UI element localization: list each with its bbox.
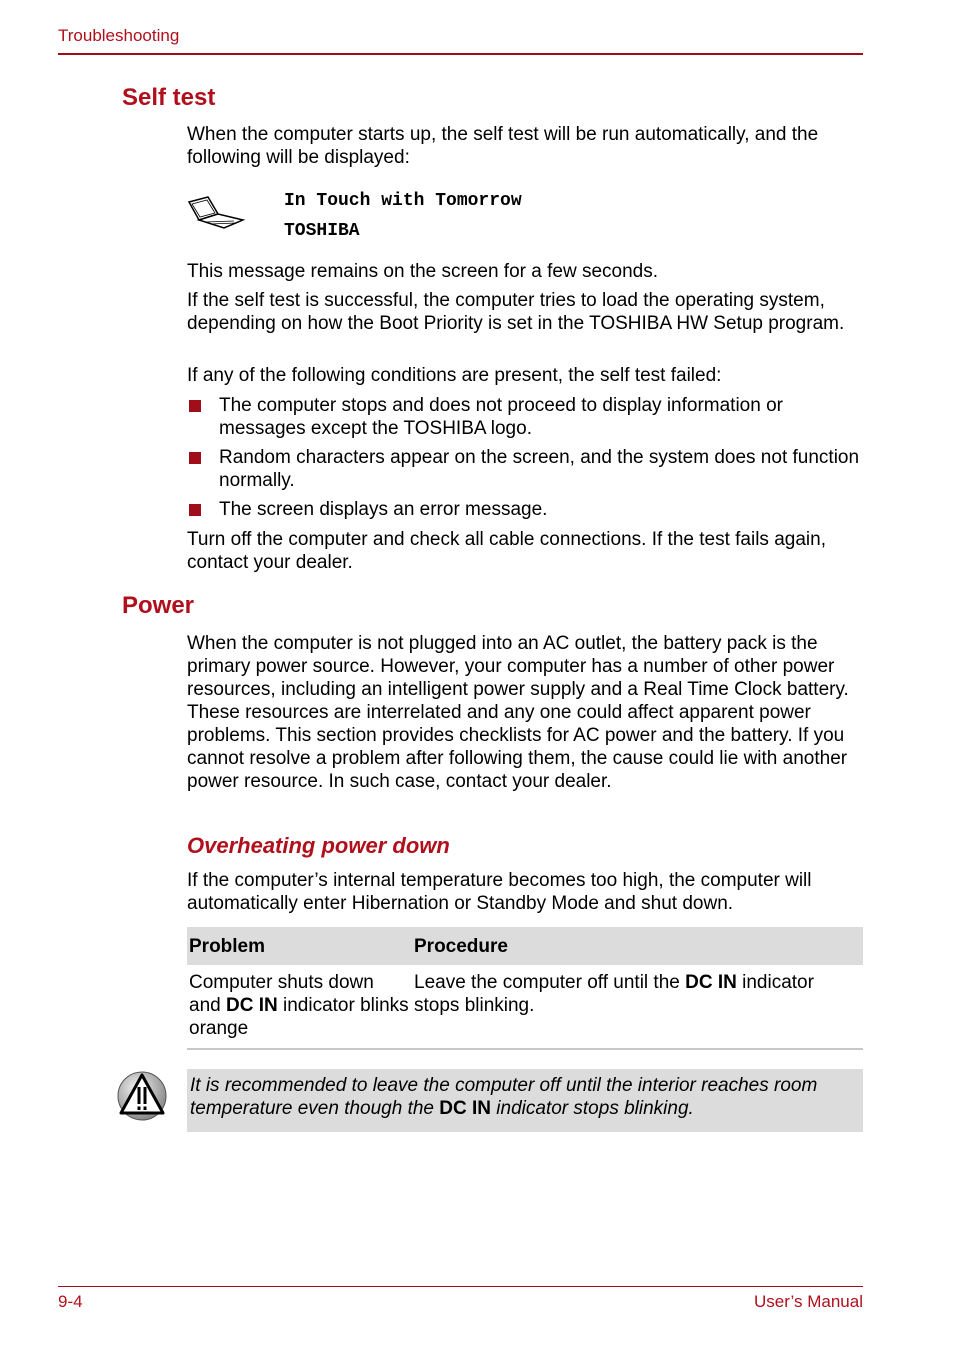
list-item: The screen displays an error message. [187, 498, 863, 521]
footer-rule [58, 1286, 863, 1287]
page-number: 9-4 [58, 1292, 83, 1311]
self-test-heading: Self test [122, 84, 216, 111]
bullet-square-icon [189, 400, 201, 412]
caution-note-text: It is recommended to leave the computer off until the interior reaches room temperature even though the DC IN indicator stops blinking. [190, 1075, 818, 1119]
self-test-paragraph-4: Turn off the computer and check all cable connections. If the test fails again, contact your dealer. [187, 529, 826, 573]
self-test-intro: When the computer starts up, the self test will be run automatically, and the following will be displayed: [187, 124, 819, 168]
power-intro: When the computer is not plugged into an AC outlet, the battery pack is the primary power source. However, your computer has a number of other power resources, including an intelligent power supply and a Real Time Clock battery. These resources are interrelated and any one could affect apparent power problems. This section provides checklists for AC power and the battery. If you cannot resolve a problem after following them, the cause could lie with another power resource. In such case, contact your dealer. [187, 633, 849, 792]
bullet-square-icon [189, 504, 201, 516]
running-header: Troubleshooting [58, 26, 180, 45]
overheating-intro: If the computer’s internal temperature becomes too high, the computer will automatically enter Hibernation or Standby Mode and shut down. [187, 870, 812, 914]
laptop-icon [186, 194, 246, 234]
header-rule [58, 53, 863, 55]
warning-icon [116, 1069, 168, 1123]
list-item: The computer stops and does not proceed to display information or messages except the TOSHIBA logo. [187, 394, 863, 440]
manual-title: User’s Manual [754, 1292, 863, 1311]
self-test-paragraph-3: If any of the following conditions are present, the self test failed: [187, 365, 722, 386]
column-header-problem: Problem [187, 927, 412, 965]
power-heading: Power [122, 592, 195, 619]
list-item: Random characters appear on the screen, and the system does not function normally. [187, 446, 863, 492]
procedure-cell: Leave the computer off until the DC IN indicator stops blinking. [412, 965, 863, 1049]
overheating-heading: Overheating power down [187, 833, 450, 858]
table-row [187, 965, 863, 1049]
problem-cell: Computer shuts down and DC IN indicator blinks orange [187, 965, 412, 1049]
screen-message-line2: TOSHIBA [284, 221, 360, 241]
column-header-procedure: Procedure [412, 927, 863, 965]
self-test-paragraph-1: This message remains on the screen for a few seconds. [187, 261, 659, 282]
problem-procedure-table [187, 927, 863, 1050]
screen-message-line1: In Touch with Tomorrow [284, 191, 522, 211]
self-test-paragraph-2: If the self test is successful, the computer tries to load the operating system, depending on how the Boot Priority is set in the TOSHIBA HW Setup program. [187, 290, 845, 334]
bullet-square-icon [189, 452, 201, 464]
